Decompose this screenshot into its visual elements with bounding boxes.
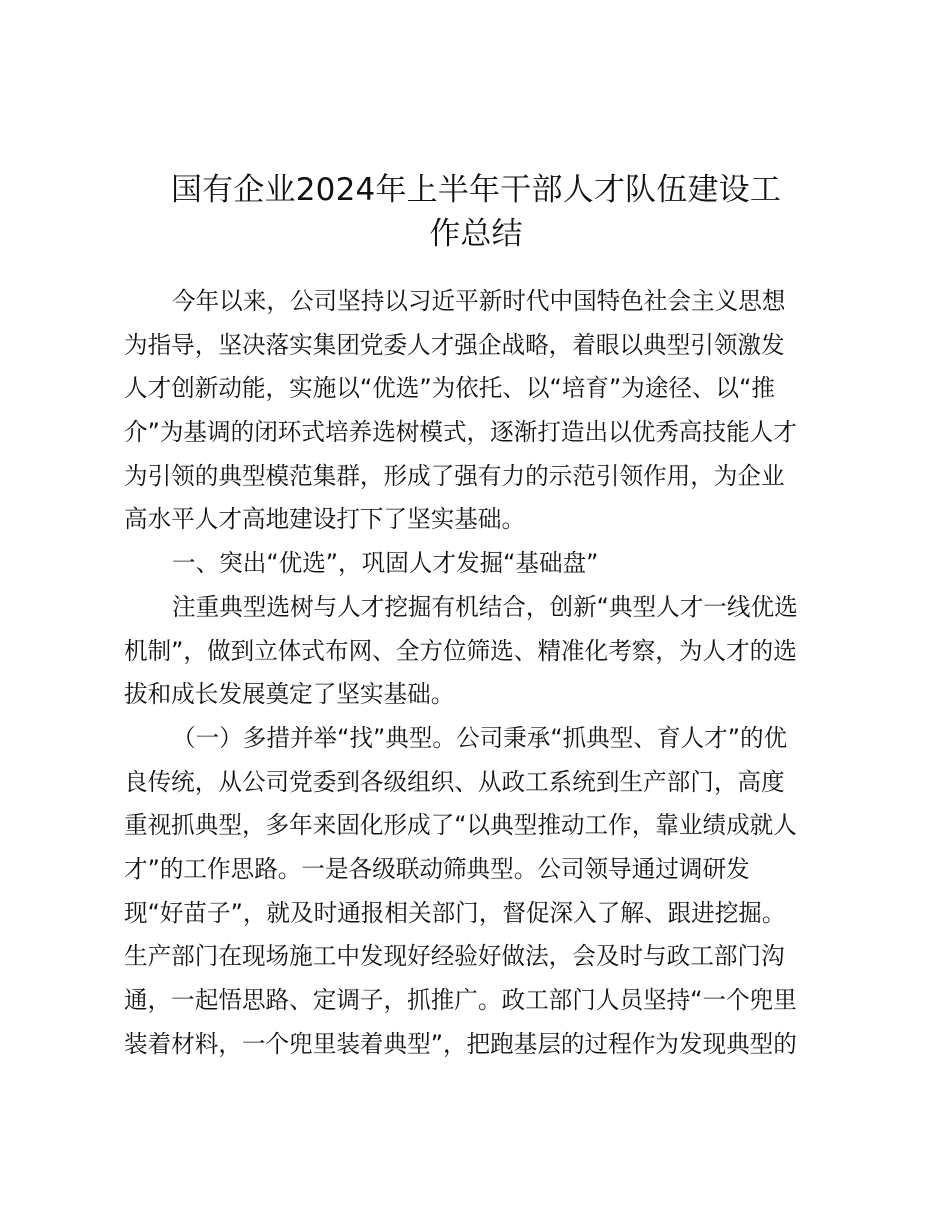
paragraph-line: 人才创新动能，实施以“优选”为依托、以“培育”为途径、以“推 [124,374,775,403]
paragraph-line: 重视抓典型，多年来固化形成了“以典型推动工作，靠业绩成就人 [124,811,797,840]
paragraph-line: 为指导，坚决落实集团党委人才强企战略，着眼以典型引领激发 [124,330,785,359]
paragraph-line: 才”的工作思路。一是各级联动筛典型。公司领导通过调研发 [124,854,750,883]
paragraph-line: 良传统，从公司党委到各级组织、从政工系统到生产部门，高度 [124,767,785,796]
document-body [124,280,836,1066]
paragraph-line: 今年以来，公司坚持以习近平新时代中国特色社会主义思想 [172,287,786,315]
title-line-2: 作总结 [429,216,523,252]
document-title [120,168,832,256]
paragraph-line: 拔和成长发展奠定了坚实基础。 [124,680,455,709]
paragraph-line: 通，一起悟思路、定调子，抓推广。政工部门人员坚持“一个兜里 [124,986,797,1014]
title-line-1: 国有企业2024年上半年干部人才队伍建设工 [170,172,782,208]
paragraph-line: 介”为基调的闭环式培养选树模式，逐渐打造出以优秀高技能人才 [124,418,797,447]
section-heading: 一、突出“优选”，巩固人才发掘“基础盘” [172,549,599,578]
paragraph-line: 现“好苗子”，就及时通报相关部门，督促深入了解、跟进挖掘。 [124,898,786,927]
paragraph-line: 为引领的典型模范集群，形成了强有力的示范引领作用，为企业 [124,461,785,490]
paragraph-line: 高水平人才高地建设打下了坚实基础。 [124,505,526,534]
subsection-line: （一）多措并举“找”典型。公司秉承“抓典型、育人才”的优 [172,723,788,752]
paragraph-line: 注重典型选树与人才挖掘有机结合，创新“典型人才一线优选 [172,592,798,621]
paragraph-line: 机制”，做到立体式布网、全方位筛选、精准化考察，为人才的选 [124,636,797,665]
paragraph-line: 装着材料，一个兜里装着典型”，把跑基层的过程作为发现典型的 [124,1029,797,1058]
paragraph-line: 生产部门在现场施工中发现好经验好做法，会及时与政工部门沟 [124,942,785,971]
